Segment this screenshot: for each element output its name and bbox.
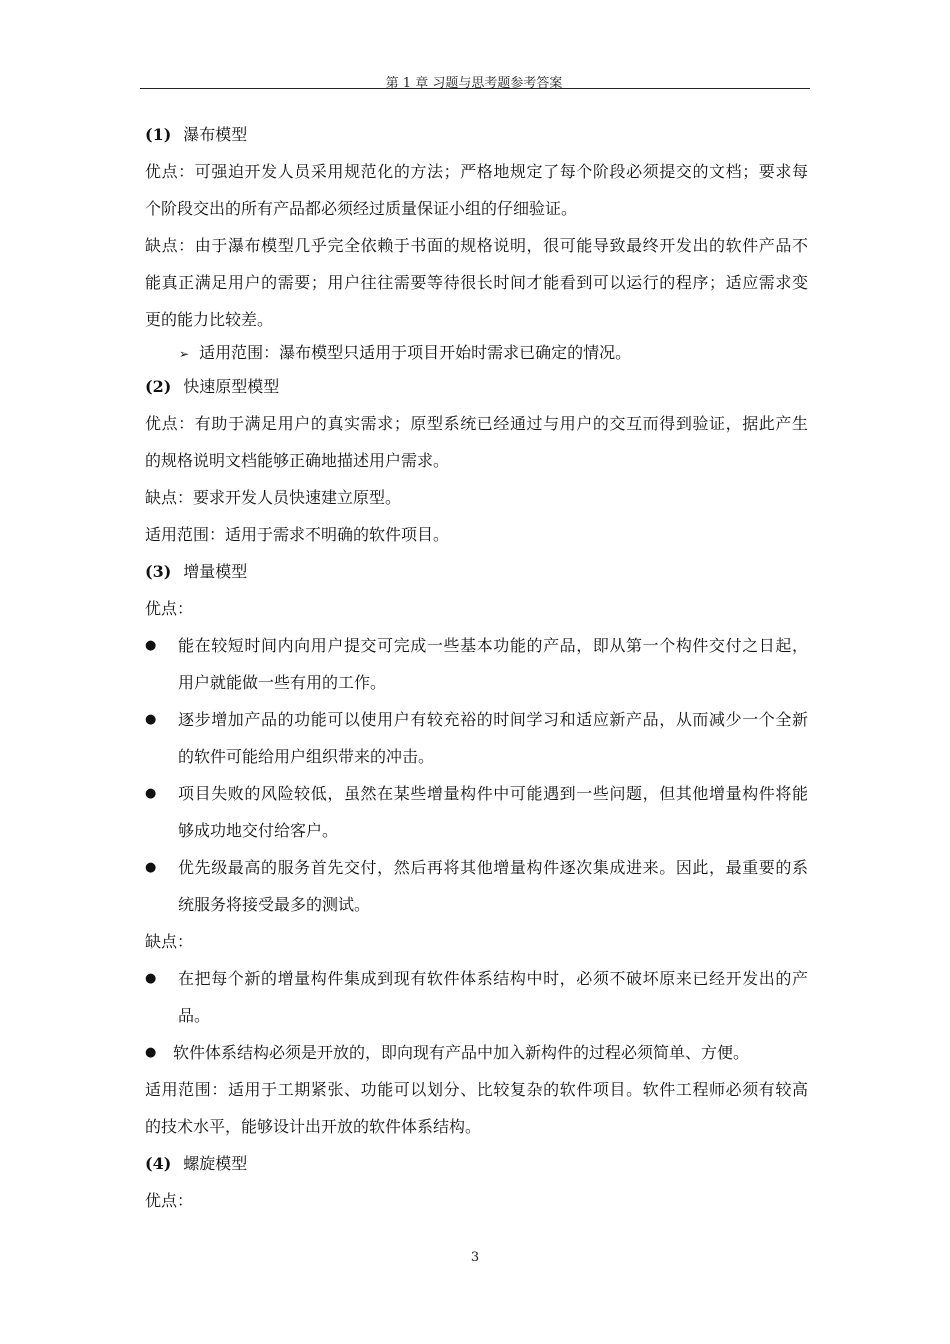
paragraph-line: 的规格说明文档能够正确地描述用户需求。 (145, 451, 450, 470)
paragraph-line: 更的能力比较差。 (145, 310, 274, 329)
arrow-bullet-icon: ➢ (179, 347, 190, 361)
section-title: 快速原型模型 (183, 377, 280, 396)
scope-arrow-item (179, 338, 808, 368)
page-number: 3 (470, 1250, 480, 1265)
paragraph-line: 的技术水平，能够设计出开放的软件体系结构。 (145, 1117, 482, 1136)
list-item (145, 960, 808, 1034)
list-item-line: 统服务将接受最多的测试。 (178, 895, 371, 914)
section-title: 瀑布模型 (183, 125, 248, 144)
list-item (145, 701, 808, 775)
section-number: (2) (145, 377, 172, 396)
bullet-icon: ● (145, 1045, 157, 1060)
list-item (145, 627, 808, 701)
section-heading-rapid-prototype (145, 368, 808, 405)
section-title: 增量模型 (183, 562, 248, 581)
section-title: 螺旋模型 (183, 1154, 248, 1173)
bullet-icon: ● (145, 971, 157, 986)
scope-text: 适用范围：瀑布模型只适用于项目开始时需求已确定的情况。 (199, 343, 632, 362)
bullet-icon: ● (145, 860, 157, 875)
disadvantages-label: 缺点： (145, 932, 194, 951)
bullet-icon: ● (145, 638, 157, 653)
list-item-line: 优先级最高的服务首先交付，然后再将其他增量构件逐次集成进来。因此，最重要的系 (178, 858, 808, 877)
paragraph-line: 优点：可强迫开发人员采用规范化的方法；严格地规定了每个阶段必须提交的文档；要求每 (145, 162, 808, 181)
section-heading-spiral (145, 1145, 808, 1182)
paragraph-line: 个阶段交出的所有产品都必须经过质量保证小组的仔细验证。 (145, 199, 578, 218)
section-number: (3) (145, 562, 172, 581)
bullet-icon: ● (145, 786, 157, 801)
list-item-line: 能在较短时间内向用户提交可完成一些基本功能的产品，即从第一个构件交付之日起， (178, 636, 808, 655)
paragraph-line: 适用范围：适用于工期紧张、功能可以划分、比较复杂的软件项目。软件工程师必须有较高 (145, 1080, 808, 1099)
page-header-title: 第 1 章 习题与思考题参考答案 (385, 76, 563, 91)
bullet-icon: ● (145, 712, 157, 727)
list-item-line: 软件体系结构必须是开放的，即向现有产品中加入新构件的过程必须简单、方便。 (173, 1043, 750, 1062)
header-rule (140, 88, 810, 89)
advantages-label: 优点： (145, 599, 194, 618)
list-item-line: 项目失败的风险较低，虽然在某些增量构件中可能遇到一些问题，但其他增量构件将能 (178, 784, 808, 803)
section-heading-waterfall (145, 116, 808, 153)
list-item (145, 1034, 808, 1071)
section-number: (1) (145, 125, 172, 144)
list-item-line: 逐步增加产品的功能可以使用户有较充裕的时间学习和适应新产品，从而减少一个全新 (178, 710, 808, 729)
list-item-line: 用户就能做一些有用的工作。 (178, 673, 387, 692)
paragraph-line: 优点：有助于满足用户的真实需求；原型系统已经通过与用户的交互而得到验证，据此产生 (145, 414, 808, 433)
list-item-line: 品。 (178, 1006, 211, 1025)
paragraph-line: 适用范围：适用于需求不明确的软件项目。 (145, 525, 450, 544)
section-heading-incremental (145, 553, 808, 590)
document-body (145, 116, 808, 1219)
section-number: (4) (145, 1154, 172, 1173)
list-item-line: 的软件可能给用户组织带来的冲击。 (178, 747, 435, 766)
list-item (145, 849, 808, 923)
list-item-line: 在把每个新的增量构件集成到现有软件体系结构中时，必须不破坏原来已经开发出的产 (178, 969, 808, 988)
paragraph-line: 缺点：要求开发人员快速建立原型。 (145, 488, 402, 507)
list-item (145, 775, 808, 849)
list-item-line: 够成功地交付给客户。 (178, 821, 339, 840)
paragraph-line: 能真正满足用户的需要；用户往往需要等待很长时间才能看到可以运行的程序；适应需求变 (145, 273, 808, 292)
advantages-label: 优点： (145, 1191, 194, 1210)
paragraph-line: 缺点：由于瀑布模型几乎完全依赖于书面的规格说明，很可能导致最终开发出的软件产品不 (145, 236, 808, 255)
